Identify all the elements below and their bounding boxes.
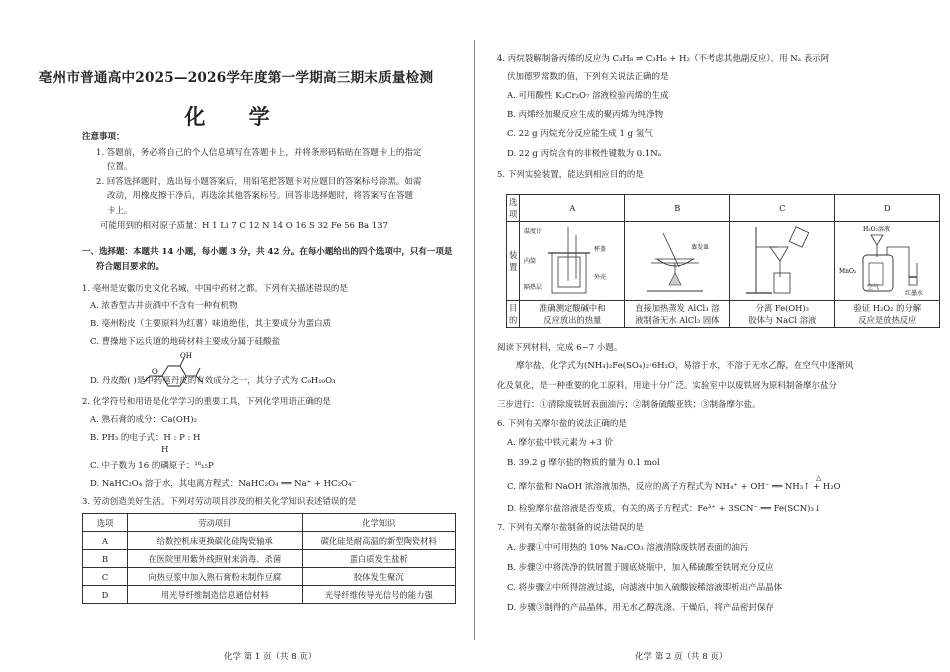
exam-title: 亳州市普通高中2025—2026学年度第一学期高三期末质量检测 xyxy=(38,70,434,86)
q1-option-c: C. 曹操地下运兵道的地砖材料主要成分属于硅酸盐 xyxy=(90,337,281,347)
device-label: 装置 xyxy=(507,222,520,301)
right-column xyxy=(478,0,950,672)
diagram-label: 杯盖 xyxy=(594,246,607,253)
purpose-line: 液制备无水 AlCl₃ 固体 xyxy=(635,315,720,325)
question-2: 2. 化学符号和用语是化学学习的重要工具，下列化学用语正确的是 xyxy=(82,397,331,407)
diagram-label: 空气 xyxy=(867,284,880,291)
apparatus-header: A xyxy=(520,195,625,222)
q1-option-b: B. 亳州粉皮（主要原料为红薯）味道绝佳，其主要成分为蛋白质 xyxy=(90,319,332,329)
note-line: 1. 答题前，务必将自己的个人信息填写在答题卡上，并将条形码粘贴在答题卡上的指定 xyxy=(96,148,422,158)
q7-option-b: B. 步骤②中将洗净的铁屑置于圆底烧瓶中，加入稀硫酸至铁屑充分反应 xyxy=(507,563,774,573)
q2-option-b-h: H xyxy=(161,445,169,455)
q1-option-a: A. 浓香型古井贡酒中不含有一种有机物 xyxy=(90,301,238,311)
labor-header: 化学知识 xyxy=(302,514,456,532)
table-row xyxy=(83,532,456,550)
purpose-label: 目的 xyxy=(507,301,520,328)
page-footer: 化学 第 2 页（共 8 页） xyxy=(635,652,728,662)
question-4: 4. 丙烷裂解制备丙烯的反应为 C₃H₈ ⇌ C₃H₆ + H₂（不考虑其他副反应），用 Nₐ 表示阿 xyxy=(497,54,830,64)
diagram-label: MnO₂ xyxy=(839,268,857,275)
apparatus-table xyxy=(506,194,940,328)
page-footer: 化学 第 1 页（共 8 页） xyxy=(224,652,317,662)
q6-option-c: C. 摩尔盐和 NaOH 浓溶液加热，反应的离子方程式为 NH₄⁺ + OH⁻ ══ NH₃↑ + H₂O xyxy=(507,482,841,492)
left-column xyxy=(0,0,472,672)
purpose-cell xyxy=(835,301,940,328)
table-cell: D xyxy=(83,586,128,604)
diagram-label: 红墨水 xyxy=(905,290,924,297)
heat-symbol: △ xyxy=(816,474,822,482)
q6-option-a: A. 摩尔盐中铁元素为 +3 价 xyxy=(507,438,613,448)
table-cell: 胶体发生聚沉 xyxy=(302,568,456,586)
section-heading-cont: 符合题目要求的。 xyxy=(96,262,165,272)
diagram-label: 内筒 xyxy=(524,258,537,265)
apparatus-header: C xyxy=(730,195,835,222)
purpose-cell xyxy=(730,301,835,328)
purpose-cell xyxy=(520,301,625,328)
table-cell: 给数控机床更换碳化硅陶瓷轴承 xyxy=(128,532,303,550)
table-row xyxy=(83,568,456,586)
question-6: 6. 下列有关摩尔盐的说法正确的是 xyxy=(497,419,627,429)
table-cell: 在医院里用紫外线照射来消毒、杀菌 xyxy=(128,550,303,568)
table-cell: 蛋白质发生盐析 xyxy=(302,550,456,568)
diagram-label: 温度计 xyxy=(524,228,543,235)
material-line: 三步进行：①清除废铁屑表面油污；②制备硫酸亚铁；③制备摩尔盐。 xyxy=(497,400,761,410)
q4-option-b: B. 丙烯经加聚反应生成的聚丙烯为纯净物 xyxy=(507,110,664,120)
diagram-label: 隔热层 xyxy=(524,284,543,291)
apparatus-header: 选项 xyxy=(507,195,520,222)
calorimeter-diagram xyxy=(522,223,622,299)
note-line: 卡上。 xyxy=(107,206,133,216)
column-divider xyxy=(474,40,475,640)
o-label: O xyxy=(152,368,158,376)
diagram-label: 蒸发皿 xyxy=(691,244,710,251)
apparatus-d xyxy=(835,222,940,301)
question-1: 1. 亳州是安徽历史文化名城，中国中药材之都。下列有关描述错误的是 xyxy=(82,284,348,294)
labor-table xyxy=(82,513,456,604)
material-line: 摩尔盐，化学式为(NH₄)₂Fe(SO₄)₂·6H₂O，易溶于水，不溶于无水乙醇，在空气中逐渐风 xyxy=(516,361,854,371)
table-cell: A xyxy=(83,532,128,550)
question-4-cont: 伏加德罗常数的值，下列有关说法正确的是 xyxy=(507,72,669,82)
purpose-line: 分离 Fe(OH)₃ xyxy=(755,303,809,313)
table-cell: C xyxy=(83,568,128,586)
purpose-line: 验证 H₂O₂ 的分解 xyxy=(853,303,922,313)
evaporation-diagram xyxy=(627,223,727,299)
table-cell: 碳化硅是耐高温的新型陶瓷材料 xyxy=(302,532,456,550)
table-cell: 向热豆浆中加入熟石膏粉末制作豆腐 xyxy=(128,568,303,586)
question-5: 5. 下列实验装置，能达到相应目的的是 xyxy=(497,170,644,180)
labor-header: 劳动项目 xyxy=(128,514,303,532)
apparatus-b xyxy=(625,222,730,301)
subject-title: 化 学 xyxy=(184,104,288,129)
purpose-line: 准确测定酸碱中和 xyxy=(539,303,606,313)
table-cell: B xyxy=(83,550,128,568)
material-line: 化及氧化，是一种重要的化工原料，用途十分广泛。实验室中以废铁屑为原料制备摩尔盐分 xyxy=(497,381,838,391)
apparatus-header: B xyxy=(625,195,730,222)
oh-label: OH xyxy=(180,352,192,360)
note-line: 改动，用橡皮擦干净后，再选涂其他答案标号。回答非选择题时，将答案写在答题 xyxy=(107,191,414,201)
table-row xyxy=(83,550,456,568)
q2-option-c: C. 中子数为 16 的磷原子：¹⁶₁₅P xyxy=(90,461,214,471)
q1-option-d: D. 丹皮酚( )是中药亳丹皮的有效成分之一，其分子式为 C₉H₁₀O₃ xyxy=(90,376,336,386)
filtration-diagram xyxy=(732,223,832,299)
h2o2-decomposition-diagram xyxy=(837,223,937,299)
q4-option-c: C. 22 g 丙烷充分反应能生成 1 g 氢气 xyxy=(507,129,653,139)
note-line: 位置。 xyxy=(107,162,133,172)
apparatus-a xyxy=(520,222,625,301)
table-cell: 光导纤维传导光信号的能力强 xyxy=(302,586,456,604)
question-7: 7. 下列有关摩尔盐制备的说法错误的是 xyxy=(497,523,644,533)
q7-option-a: A. 步骤①中可用热的 10% Na₂CO₃ 溶液清除废铁屑表面的油污 xyxy=(507,543,749,553)
q2-option-b: B. PH₃ 的电子式：H : P : H xyxy=(90,433,201,443)
q7-option-d: D. 步骤③制得的产品晶体，用无水乙醇洗涤、干燥后，将产品密封保存 xyxy=(507,603,774,613)
question-3: 3. 劳动创造美好生活。下列对劳动项目涉及的相关化学知识表述错误的是 xyxy=(82,497,357,507)
diagram-label: 外壳 xyxy=(594,274,607,281)
labor-header: 选项 xyxy=(83,514,128,532)
q7-option-c: C. 将步骤②中所得溶液过滤，向滤液中加入硫酸铵稀溶液即析出产品晶体 xyxy=(507,583,783,593)
purpose-line: 反应是放热反应 xyxy=(858,315,917,325)
purpose-line: 反应放出的热量 xyxy=(543,315,602,325)
note-atomic-mass: 可能用到的相对原子质量：H 1 Li 7 C 12 N 14 O 16 S 32 Fe 56 Ba 137 xyxy=(100,221,388,231)
q2-option-a: A. 熟石膏的成分：Ca(OH)₂ xyxy=(90,415,198,425)
purpose-line: 胶体与 NaCl 溶液 xyxy=(748,315,817,325)
diagram-label: H₂O₂溶液 xyxy=(863,226,891,233)
purpose-cell xyxy=(625,301,730,328)
table-row xyxy=(83,586,456,604)
section-heading: 一、选择题：本题共 14 小题，每小题 3 分，共 42 分。在每小题给出的四个选项中，只有一项是 xyxy=(82,247,453,257)
apparatus-c xyxy=(730,222,835,301)
reading-instruction: 阅读下列材料，完成 6~7 小题。 xyxy=(497,343,623,353)
q4-option-d: D. 22 g 丙烷含有的非极性键数为 0.1Nₐ xyxy=(507,149,662,159)
q4-option-a: A. 可用酸性 K₂Cr₂O₇ 溶液检验丙烯的生成 xyxy=(507,91,669,101)
notes-title: 注意事项： xyxy=(82,132,125,142)
purpose-line: 直接加热蒸发 AlCl₃ 溶 xyxy=(635,303,720,313)
apparatus-header: D xyxy=(835,195,940,222)
q6-option-b: B. 39.2 g 摩尔盐的物质的量为 0.1 mol xyxy=(507,458,660,468)
q2-option-d: D. NaHC₂O₄ 溶于水，其电离方程式：NaHC₂O₄ ══ Na⁺ + HC₂O₄⁻ xyxy=(90,479,356,489)
q6-option-d: D. 检验摩尔盐溶液是否变质，有关的离子方程式：Fe³⁺ + 3SCN⁻ ══ Fe(SCN)₃↓ xyxy=(507,504,821,514)
note-line: 2. 回答选择题时，选出每小题答案后，用铅笔把答题卡对应题目的答案标号涂黑。如需 xyxy=(96,177,422,187)
table-cell: 用光导纤维制造信息通信材料 xyxy=(128,586,303,604)
